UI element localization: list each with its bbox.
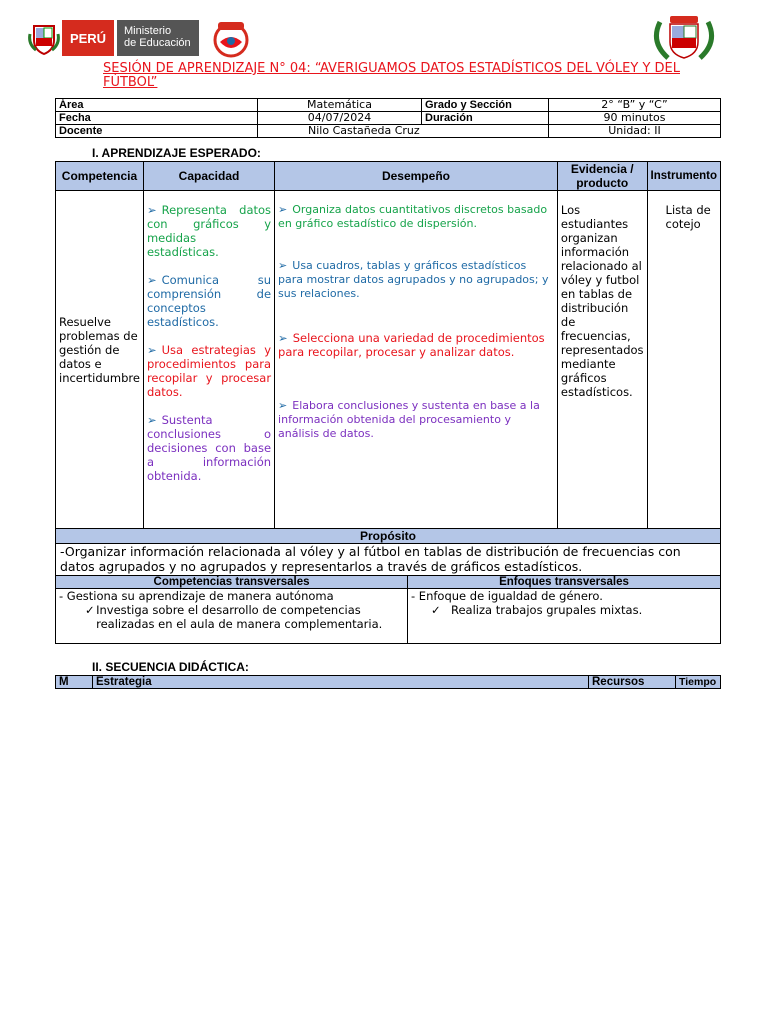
desempeno-cell xyxy=(275,191,558,529)
capacidad-item: ➢ Comunica su comprensión de conceptos estadísticos. xyxy=(146,273,272,329)
duracion-value: 90 minutos xyxy=(549,112,721,125)
section-secuencia-heading: II. SECUENCIA DIDÁCTICA: xyxy=(92,660,249,674)
info-table xyxy=(55,98,721,138)
capacidad-item: ➢ Usa estrategias y procedimientos para recopilar y procesar datos. xyxy=(146,343,272,399)
proposito-text: -Organizar información relacionada al vóley y al fútbol en tablas de distribución de frecuencias con datos agrupados y no agrupados y representarlos a través de gráficos estadísticos. xyxy=(56,544,721,576)
session-title: SESIÓN DE APRENDIZAJE N° 04: “AVERIGUAMOS DATOS ESTADÍSTICOS DEL VÓLEY Y DEL FÚTBOL” xyxy=(103,61,680,90)
fecha-value: 04/07/2024 xyxy=(258,112,422,125)
comp-trans-cell xyxy=(56,589,408,644)
enfoques-header: Enfoques transversales xyxy=(408,576,721,589)
instrumento-cell: Lista de cotejo xyxy=(647,191,720,529)
comp-trans-item: - Gestiona su aprendizaje de manera autónoma xyxy=(59,589,334,603)
check-icon: ✓ xyxy=(85,603,95,617)
desempeno-item: ➢ Organiza datos cuantitativos discretos basado en gráfico estadístico de dispersión. xyxy=(278,203,548,230)
secuencia-header-m: M xyxy=(56,676,93,689)
peru-logo: PERÚ xyxy=(62,20,114,56)
docente-value: Nilo Castañeda Cruz xyxy=(258,125,549,138)
duracion-label: Duración xyxy=(422,112,549,125)
desempeno-item: ➢ Selecciona una variedad de procedimientos para recopilar, procesar y analizar datos. xyxy=(278,331,545,359)
section-aprendizaje-heading: I. APRENDIZAJE ESPERADO: xyxy=(92,146,261,160)
school-logo-icon xyxy=(208,14,254,60)
header-evidencia: Evidencia / producto xyxy=(557,162,647,191)
enfoque-subitem: ✓ Realiza trabajos grupales mixtas. xyxy=(431,603,643,617)
competencia-cell: Resuelve problemas de gestión de datos e incertidumbre xyxy=(56,191,144,529)
docente-label: Docente xyxy=(56,125,258,138)
header-desempeno: Desempeño xyxy=(275,162,558,191)
comp-trans-subitem: ✓ Investiga sobre el desarrollo de competencias realizadas en el aula de manera complementaria. xyxy=(85,603,383,631)
grado-label: Grado y Sección xyxy=(422,99,549,112)
fecha-label: Fecha xyxy=(56,112,258,125)
secuencia-table xyxy=(55,675,721,689)
ministry-line1: Ministerio xyxy=(124,25,172,37)
competency-table xyxy=(55,161,721,576)
area-value: Matemática xyxy=(258,99,422,112)
header-capacidad: Capacidad xyxy=(143,162,274,191)
header-competencia: Competencia xyxy=(56,162,144,191)
capacidad-cell xyxy=(143,191,274,529)
header-instrumento: Instrumento xyxy=(647,162,720,191)
enfoques-cell xyxy=(408,589,721,644)
secuencia-header-estrategia: Estrategia xyxy=(93,676,589,689)
comp-trans-header: Competencias transversales xyxy=(56,576,408,589)
ministry-logo xyxy=(117,20,199,56)
evidencia-cell: Los estudiantes organizan información relacionado al vóley y futbol en tablas de distribución de frecuencias, representados mediante gráficos estadísticos. xyxy=(557,191,647,529)
desempeno-item: ➢ Elabora conclusiones y sustenta en base a la información obtenida del procesamiento y análisis de datos. xyxy=(278,399,540,440)
secuencia-header-tiempo: Tiempo xyxy=(676,676,721,689)
desempeno-item: ➢ Usa cuadros, tablas y gráficos estadísticos para mostrar datos agrupados y no agrupados; y sus relaciones. xyxy=(278,259,549,300)
transversal-table xyxy=(55,575,721,644)
proposito-label: Propósito xyxy=(56,529,721,544)
peru-coat-of-arms-icon xyxy=(28,20,60,56)
unidad-value: Unidad: II xyxy=(549,125,721,138)
area-label: Área xyxy=(56,99,258,112)
grado-value: 2° “B” y “C” xyxy=(549,99,721,112)
check-icon: ✓ xyxy=(431,603,441,617)
secuencia-header-recursos: Recursos xyxy=(589,676,676,689)
ministry-line2: de Educación xyxy=(124,37,191,49)
national-crest-icon xyxy=(650,12,718,62)
capacidad-item: ➢ Representa datos con gráficos y medidas estadísticas. xyxy=(146,203,272,259)
capacidad-item: ➢ Sustenta conclusiones o decisiones con base a información obtenida. xyxy=(146,413,272,483)
enfoque-item: - Enfoque de igualdad de género. xyxy=(411,589,603,603)
